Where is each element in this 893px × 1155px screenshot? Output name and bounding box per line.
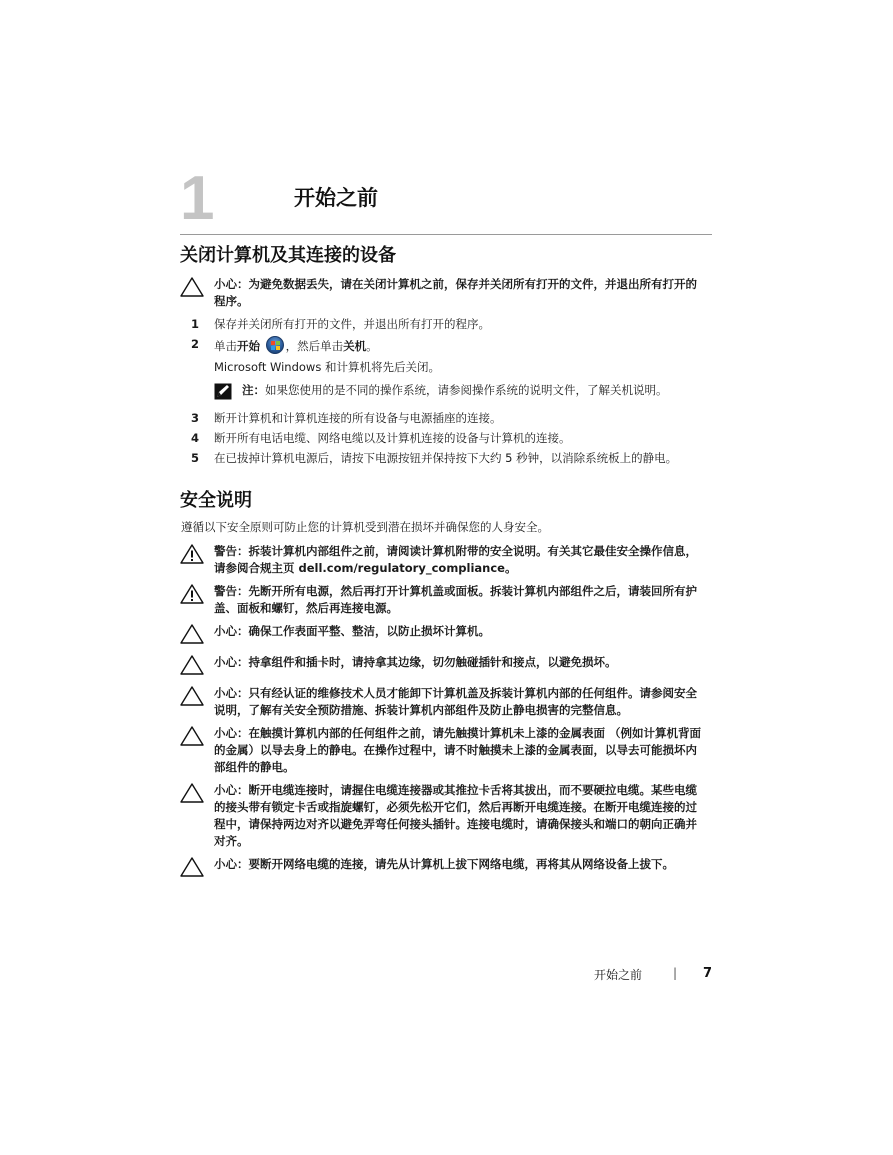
caution-text: 要断开网络电缆的连接，请先从计算机上拔下网络电缆，再将其从网络设备上拔下。	[248, 857, 674, 871]
caution-text: 断开电缆连接时，请握住电缆连接器或其推拉卡舌将其拔出，而不要硬拉电缆。某些电缆的接头带有锁定卡舌或指旋螺钉，必须先松开它们，然后再断开电缆连接。在断开电缆连接的过程中，请保持两边对齐以避免弄弯任何接头插针。连接电缆时，请确保接头和端口的朝向正确并对齐。	[214, 783, 697, 848]
caution-label: 小心：	[214, 726, 249, 740]
step-item	[180, 450, 708, 467]
note-pencil-icon	[214, 382, 242, 404]
step-number: 3	[191, 411, 200, 425]
note-label: 注：	[242, 383, 265, 397]
step-number: 2	[191, 337, 200, 351]
caution-icon	[180, 623, 214, 648]
step-text: 断开所有电话电缆、网络电缆以及计算机连接的设备与计算机的连接。	[214, 431, 571, 445]
warning-icon	[180, 583, 214, 608]
note-text: 如果您使用的是不同的操作系统，请参阅操作系统的说明文件，了解关机说明。	[265, 383, 668, 397]
shutdown-label: 关机	[343, 339, 367, 353]
step-text: 断开计算机和计算机连接的所有设备与电源插座的连接。	[214, 411, 502, 425]
page-number: 7	[702, 966, 712, 981]
note-notice	[214, 382, 708, 404]
step-text: 单击	[214, 339, 237, 353]
step-item	[180, 316, 708, 333]
start-label: 开始	[237, 339, 260, 353]
step-number: 5	[191, 451, 200, 465]
caution-notice	[180, 654, 708, 679]
warning-text: 先断开所有电源，然后再打开计算机盖或面板。拆装计算机内部组件之后，请装回所有护盖、面板和螺钉，然后再连接电源。	[214, 584, 697, 615]
caution-text: 为避免数据丢失，请在关闭计算机之前，保存并关闭所有打开的文件，并退出所有打开的程序。	[214, 277, 697, 308]
warning-icon	[180, 543, 214, 568]
step-item	[180, 410, 708, 427]
chapter-number: 1	[180, 164, 215, 233]
caution-notice	[180, 782, 708, 850]
caution-text: 在触摸计算机内部的任何组件之前，请先触摸计算机未上漆的金属表面 （例如计算机背面的金属）以导去身上的静电。在操作过程中，请不时触摸未上漆的金属表面，以导去可能损坏内部组件的静电。	[214, 726, 701, 774]
safety-section	[180, 489, 708, 881]
warning-text: 拆装计算机内部组件之前，请阅读计算机附带的安全说明。有关其它最佳安全操作信息，请参阅合规主页 dell.com/regulatory_compliance。	[214, 544, 697, 575]
caution-icon	[180, 685, 214, 710]
caution-text: 只有经认证的维修技术人员才能卸下计算机盖及拆装计算机内部的任何组件。请参阅安全说明，了解有关安全预防措施、拆装计算机内部组件及防止静电损害的完整信息。	[214, 686, 697, 717]
caution-icon	[180, 654, 214, 679]
caution-label: 小心：	[214, 624, 249, 638]
caution-icon	[180, 276, 214, 301]
caution-label: 小心：	[214, 783, 249, 797]
footer-separator: |	[673, 966, 678, 980]
caution-text: 持拿组件和插卡时，请持拿其边缘，切勿触碰插针和接点，以避免损坏。	[248, 655, 617, 669]
caution-notice	[180, 276, 708, 310]
caution-icon	[180, 856, 214, 881]
caution-label: 小心：	[214, 686, 249, 700]
caution-notice	[180, 856, 708, 881]
shutdown-steps	[180, 316, 708, 467]
step-text: 保存并关闭所有打开的文件，并退出所有打开的程序。	[214, 317, 490, 331]
caution-icon	[180, 782, 214, 807]
caution-label: 小心：	[214, 277, 249, 291]
chapter-title: 开始之前	[294, 186, 378, 210]
step-text: ，然后单击	[285, 339, 344, 353]
caution-notice	[180, 685, 708, 719]
caution-label: 小心：	[214, 655, 249, 669]
safety-intro: 遵循以下安全原则可防止您的计算机受到潜在损坏并确保您的人身安全。	[181, 520, 549, 534]
caution-notice	[180, 623, 708, 648]
page-footer	[594, 966, 712, 984]
step-item	[180, 336, 708, 355]
step-text: 。	[366, 339, 378, 353]
warning-label: 警告：	[214, 584, 249, 598]
caution-notice	[180, 725, 708, 776]
step-number: 4	[191, 431, 200, 445]
section-title-shutdown: 关闭计算机及其连接的设备	[180, 245, 396, 266]
warning-notice	[180, 583, 708, 617]
windows-start-orb-icon	[266, 336, 284, 354]
footer-chapter-title: 开始之前	[594, 968, 643, 982]
warning-label: 警告：	[214, 544, 249, 558]
step-number: 1	[191, 317, 200, 331]
step-item	[180, 430, 708, 447]
caution-text: 确保工作表面平整、整洁，以防止损坏计算机。	[248, 624, 490, 638]
chapter-divider	[180, 234, 712, 235]
warning-notice	[180, 543, 708, 577]
section-title-safety: 安全说明	[180, 490, 252, 511]
step-text: 在已拔掉计算机电源后，请按下电源按钮并保持按下大约 5 秒钟，以消除系统板上的静电。	[214, 451, 678, 465]
caution-icon	[180, 725, 214, 750]
page-content	[180, 244, 708, 887]
step-2-result: Microsoft Windows 和计算机将先后关闭。	[214, 360, 440, 374]
caution-label: 小心：	[214, 857, 249, 871]
